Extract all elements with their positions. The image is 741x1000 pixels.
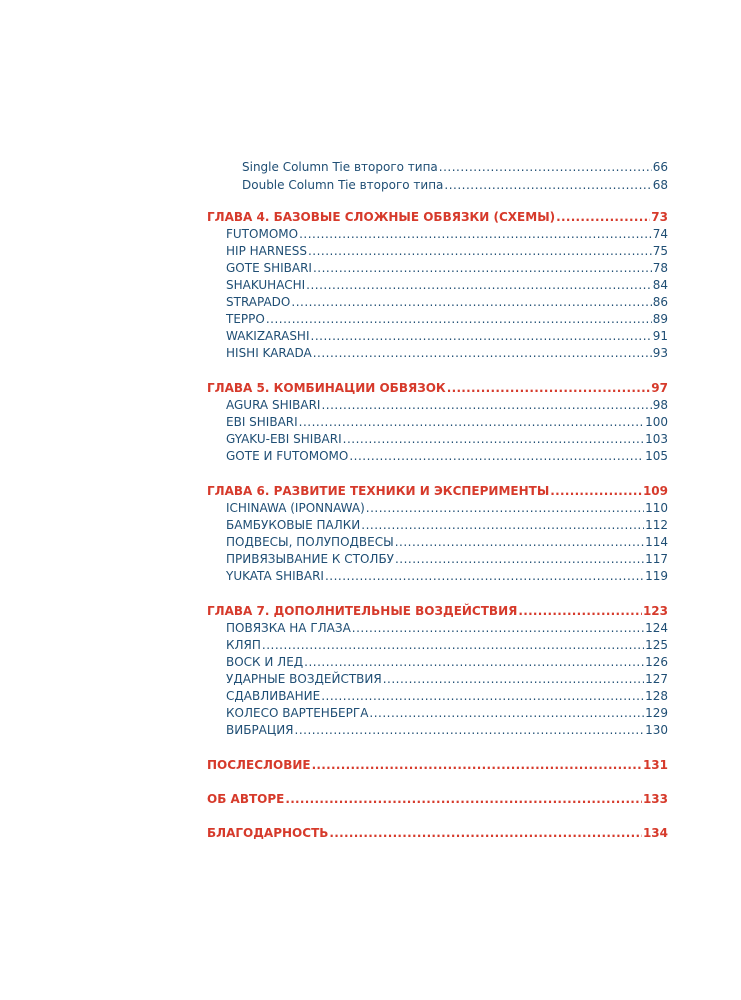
- toc-entry-label: КОЛЕСО ВАРТЕНБЕРГА: [226, 706, 369, 720]
- toc-entry[interactable]: [226, 311, 668, 328]
- toc-entry-page: 124: [645, 621, 668, 635]
- chapter-title: ГЛАВА 4. БАЗОВЫЕ СЛОЖНЫЕ ОБВЯЗКИ (СХЕМЫ): [207, 210, 556, 224]
- toc-entry[interactable]: [226, 671, 668, 688]
- toc-entry-page: 126: [645, 655, 668, 669]
- toc-entry-label: STRAPADO: [226, 295, 291, 309]
- toc-entry-label: GOTE И FUTOMOMO: [226, 449, 349, 463]
- dot-leader: [311, 328, 652, 345]
- dot-leader: [308, 243, 652, 260]
- toc-entry-page: 117: [645, 552, 668, 566]
- toc-entry-page: 89: [652, 312, 668, 326]
- toc-entry-page: 91: [652, 329, 668, 343]
- toc-entry-page: 100: [645, 415, 668, 429]
- dot-leader: [321, 397, 651, 414]
- toc-entry[interactable]: [242, 159, 668, 176]
- toc-entry[interactable]: [226, 500, 668, 517]
- toc-entry-page: 119: [645, 569, 668, 583]
- toc-entry-label: YUKATA SHIBARI: [226, 569, 324, 583]
- toc-entry[interactable]: [226, 517, 668, 534]
- dot-leader: [518, 603, 642, 620]
- toc-entry[interactable]: [226, 414, 668, 431]
- toc-entry-label: ПОДВЕСЫ, ПОЛУПОДВЕСЫ: [226, 535, 394, 549]
- toc-entry-page: 127: [645, 672, 668, 686]
- toc-entry[interactable]: [226, 226, 668, 243]
- toc-entry[interactable]: [226, 431, 668, 448]
- toc-entry-label: WAKIZARASHI: [226, 329, 310, 343]
- toc-entry[interactable]: [226, 328, 668, 345]
- toc-entry-page: 78: [652, 261, 668, 275]
- section-page: 133: [642, 792, 668, 806]
- dot-leader: [304, 654, 644, 671]
- toc-entry-label: БАМБУКОВЫЕ ПАЛКИ: [226, 518, 361, 532]
- dot-leader: [349, 448, 644, 465]
- toc-about-author[interactable]: [207, 791, 668, 808]
- dot-leader: [299, 414, 644, 431]
- chapter-title: ГЛАВА 7. ДОПОЛНИТЕЛЬНЫЕ ВОЗДЕЙСТВИЯ: [207, 604, 518, 618]
- toc-entry[interactable]: [226, 345, 668, 362]
- section-title: БЛАГОДАРНОСТЬ: [207, 826, 329, 840]
- dot-leader: [550, 483, 642, 500]
- dot-leader: [369, 705, 644, 722]
- toc-entry[interactable]: [226, 705, 668, 722]
- dot-leader: [321, 688, 644, 705]
- toc-entry[interactable]: [226, 277, 668, 294]
- toc-afterword[interactable]: [207, 757, 668, 774]
- dot-leader: [313, 260, 652, 277]
- toc-chapter-7[interactable]: [207, 603, 668, 620]
- dot-leader: [395, 551, 644, 568]
- dot-leader: [306, 277, 652, 294]
- dot-leader: [266, 311, 652, 328]
- dot-leader: [295, 722, 645, 739]
- toc-entry-page: 74: [652, 227, 668, 241]
- toc-entry-label: ПРИВЯЗЫВАНИЕ К СТОЛБУ: [226, 552, 394, 566]
- toc-chapter-6[interactable]: [207, 483, 668, 500]
- chapter-page: 97: [651, 381, 668, 395]
- toc-entry-label: ICHINAWA (IPONNAWA): [226, 501, 365, 515]
- dot-leader: [329, 825, 642, 842]
- toc-entry-label: GYAKU-EBI SHIBARI: [226, 432, 342, 446]
- toc-entry-label: КЛЯП: [226, 638, 261, 652]
- toc-entry[interactable]: [226, 397, 668, 414]
- section-page: 131: [642, 758, 668, 772]
- dot-leader: [439, 159, 652, 176]
- toc-entry-page: 93: [652, 346, 668, 360]
- section-page: 134: [642, 826, 668, 840]
- dot-leader: [299, 226, 652, 243]
- toc-entry-label: Single Column Tie второго типа: [242, 160, 438, 174]
- toc-entry-page: 125: [645, 638, 668, 652]
- toc-entry-page: 129: [645, 706, 668, 720]
- toc-entry-label: СДАВЛИВАНИЕ: [226, 689, 321, 703]
- dot-leader: [313, 345, 652, 362]
- toc-entry-page: 98: [652, 398, 668, 412]
- chapter-title: ГЛАВА 6. РАЗВИТИЕ ТЕХНИКИ И ЭКСПЕРИМЕНТЫ: [207, 484, 550, 498]
- toc-entry-page: 103: [645, 432, 668, 446]
- dot-leader: [285, 791, 642, 808]
- toc-entry-label: ВОСК И ЛЕД: [226, 655, 304, 669]
- chapter-page: 109: [642, 484, 668, 498]
- toc-entry-page: 114: [645, 535, 668, 549]
- toc-chapter-4[interactable]: [207, 209, 668, 226]
- dot-leader: [352, 620, 644, 637]
- dot-leader: [312, 757, 642, 774]
- toc-entry-label: УДАРНЫЕ ВОЗДЕЙСТВИЯ: [226, 672, 382, 686]
- dot-leader: [444, 177, 651, 194]
- toc-entry-page: 84: [652, 278, 668, 292]
- toc-acknowledgements[interactable]: [207, 825, 668, 842]
- dot-leader: [556, 209, 650, 226]
- toc-entry-label: ВИБРАЦИЯ: [226, 723, 294, 737]
- toc-entry[interactable]: [242, 177, 668, 194]
- toc-entry-label: TEPPO: [226, 312, 265, 326]
- dot-leader: [366, 500, 644, 517]
- toc-entry[interactable]: [226, 722, 668, 739]
- toc-entry[interactable]: [226, 637, 668, 654]
- toc-entry-label: FUTOMOMO: [226, 227, 299, 241]
- toc-entry[interactable]: [226, 551, 668, 568]
- chapter-page: 123: [642, 604, 668, 618]
- toc-entry-label: AGURA SHIBARI: [226, 398, 321, 412]
- toc-entry-page: 110: [645, 501, 668, 515]
- toc-entry[interactable]: [226, 534, 668, 551]
- dot-leader: [343, 431, 644, 448]
- section-title: ОБ АВТОРЕ: [207, 792, 285, 806]
- dot-leader: [395, 534, 644, 551]
- section-title: ПОСЛЕСЛОВИЕ: [207, 758, 311, 772]
- toc-entry-page: 66: [652, 160, 668, 174]
- toc-entry-label: ПОВЯЗКА НА ГЛАЗА: [226, 621, 351, 635]
- toc-chapter-5[interactable]: [207, 380, 668, 397]
- toc-entry-page: 130: [645, 723, 668, 737]
- toc-entry[interactable]: [226, 294, 668, 311]
- toc-entry-label: GOTE SHIBARI: [226, 261, 312, 275]
- toc-entry[interactable]: [226, 688, 668, 705]
- toc-entry-page: 105: [645, 449, 668, 463]
- dot-leader: [262, 637, 644, 654]
- dot-leader: [361, 517, 644, 534]
- toc-entry-page: 86: [652, 295, 668, 309]
- chapter-title: ГЛАВА 5. КОМБИНАЦИИ ОБВЯЗОК: [207, 381, 446, 395]
- toc-entry-label: HISHI KARADA: [226, 346, 312, 360]
- toc-entry-page: 112: [645, 518, 668, 532]
- toc-entry[interactable]: [226, 654, 668, 671]
- dot-leader: [291, 294, 651, 311]
- toc-entry-label: HIP HARNESS: [226, 244, 307, 258]
- toc-entry-page: 128: [645, 689, 668, 703]
- toc-entry[interactable]: [226, 620, 668, 637]
- toc-entry-page: 75: [652, 244, 668, 258]
- toc-entry[interactable]: [226, 260, 668, 277]
- toc-entry-label: SHAKUHACHI: [226, 278, 306, 292]
- toc-entry[interactable]: [226, 568, 668, 585]
- toc-entry-label: EBI SHIBARI: [226, 415, 298, 429]
- toc-entry-page: 68: [652, 178, 668, 192]
- toc-entry[interactable]: [226, 243, 668, 260]
- toc-entry-label: Double Column Tie второго типа: [242, 178, 444, 192]
- dot-leader: [325, 568, 644, 585]
- chapter-page: 73: [651, 210, 668, 224]
- dot-leader: [447, 380, 651, 397]
- toc-entry[interactable]: [226, 448, 668, 465]
- dot-leader: [383, 671, 644, 688]
